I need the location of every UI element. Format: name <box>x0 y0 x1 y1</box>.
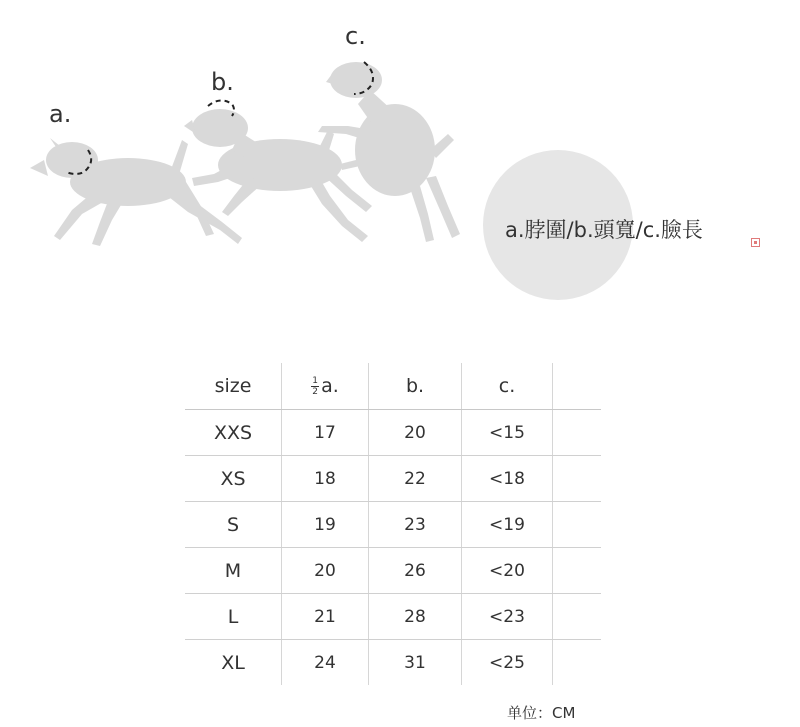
cell-c: <15 <box>462 410 553 456</box>
cell-c: <23 <box>462 594 553 640</box>
header-size: size <box>185 363 282 410</box>
label-c: c. <box>345 22 366 50</box>
header-half-a <box>282 363 369 410</box>
cell-empty <box>553 502 602 548</box>
table-row <box>185 410 601 456</box>
cell-b: 31 <box>369 640 462 686</box>
label-a: a. <box>49 100 72 128</box>
cell-a: 17 <box>282 410 369 456</box>
cell-b: 20 <box>369 410 462 456</box>
fraction-numerator: 1 <box>312 376 319 386</box>
cell-empty <box>553 456 602 502</box>
header-empty <box>553 363 602 410</box>
cell-c: <20 <box>462 548 553 594</box>
cell-size: S <box>185 502 282 548</box>
table-header-row <box>185 363 601 410</box>
cell-size: XS <box>185 456 282 502</box>
dog-illustration <box>0 0 800 320</box>
cell-b: 28 <box>369 594 462 640</box>
header-b: b. <box>369 363 462 410</box>
label-b: b. <box>211 68 234 96</box>
cell-empty <box>553 410 602 456</box>
cell-empty <box>553 640 602 686</box>
table-row <box>185 548 601 594</box>
fraction-denominator: 2 <box>312 387 319 397</box>
cell-empty <box>553 548 602 594</box>
cell-a: 18 <box>282 456 369 502</box>
cell-a: 20 <box>282 548 369 594</box>
cell-a: 21 <box>282 594 369 640</box>
cell-size: XL <box>221 651 245 674</box>
cell-c: <19 <box>462 502 553 548</box>
cell-c: <25 <box>462 640 553 686</box>
cell-b: 22 <box>369 456 462 502</box>
cell-size: M <box>185 548 282 594</box>
fraction-half <box>311 376 319 397</box>
cell-a: 19 <box>282 502 369 548</box>
header-c: c. <box>462 363 553 410</box>
small-square-icon <box>751 238 760 247</box>
cell-b: 26 <box>369 548 462 594</box>
cell-empty <box>553 594 602 640</box>
table-row <box>185 502 601 548</box>
table-row <box>185 594 601 640</box>
size-table <box>185 363 601 685</box>
table-row <box>185 640 601 686</box>
header-a-label: a. <box>321 375 339 397</box>
cell-size: XXS <box>185 410 282 456</box>
unit-note: 单位：CM <box>507 704 576 722</box>
cell-c: <18 <box>462 456 553 502</box>
dog-a-figure <box>30 138 242 246</box>
table-row <box>185 456 601 502</box>
cell-b: 23 <box>369 502 462 548</box>
cell-size: L <box>185 594 282 640</box>
cell-a: 24 <box>282 640 369 686</box>
measurement-legend: a.脖圍/b.頭寬/c.臉長 <box>505 218 703 242</box>
